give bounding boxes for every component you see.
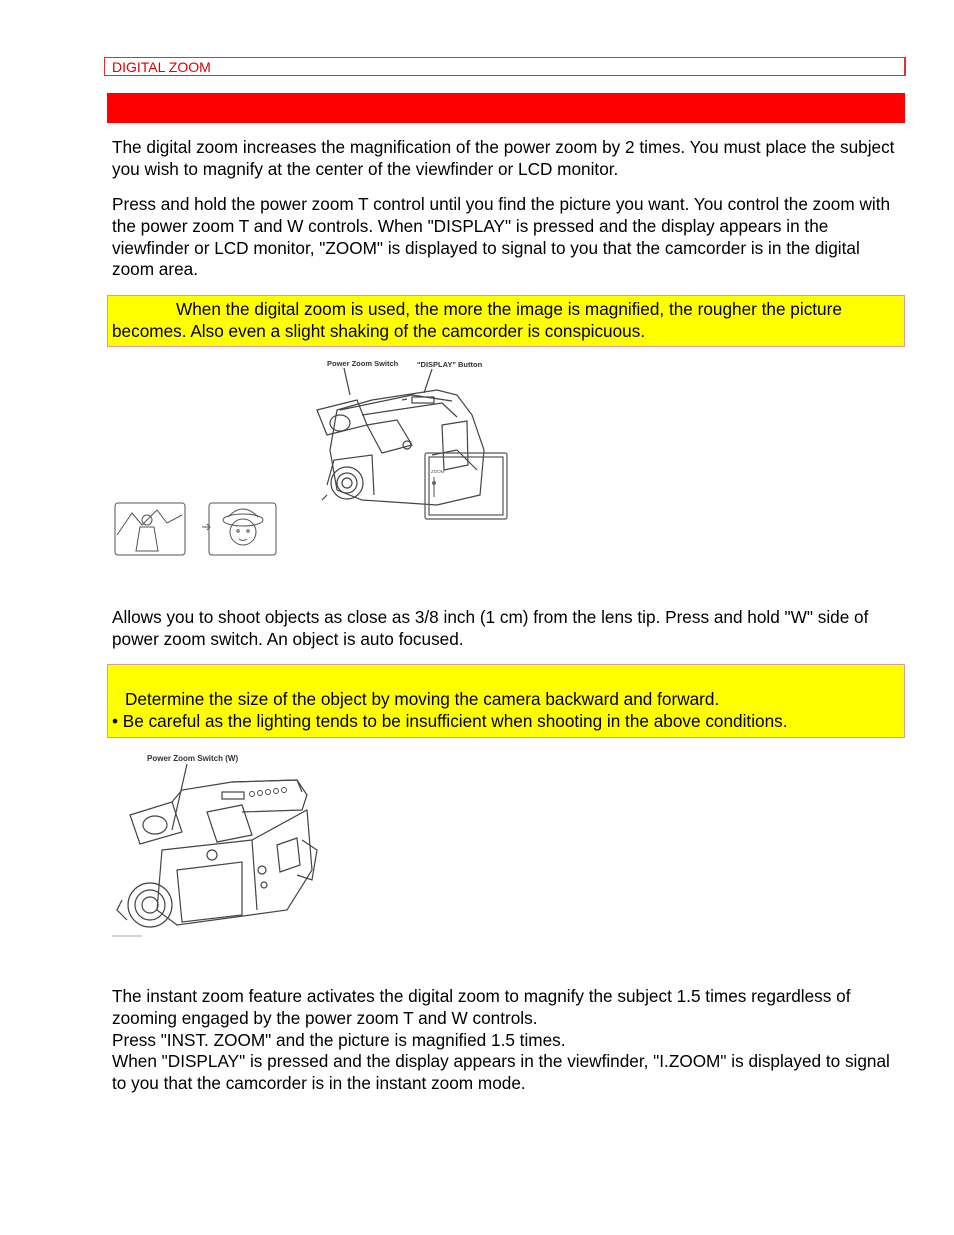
instant-zoom-line-3: When "DISPLAY" is pressed and the display appears in the viewfinder, "I.ZOOM" is displayed to signal to you that the camcorder is in the instant zoom mode. — [112, 1051, 890, 1094]
digital-zoom-paragraph-2: Press and hold the power zoom T control until you find the picture you want. You control the zoom with the power zoom T and W controls. When "DISPLAY" is pressed and the display appears in the viewfinder or LCD monitor, "ZOOM" is displayed to signal to you that the camcorder is in the digital zoom area. — [112, 194, 891, 280]
digital-zoom-note-text: When the digital zoom is used, the more the image is magnified, the rougher the picture becomes. Also even a slight shaking of the camcorder is conspicuous. — [112, 299, 842, 341]
section-banner — [107, 93, 905, 123]
digital-zoom-paragraph-1: The digital zoom increases the magnification of the power zoom by 2 times. You must place the subject you wish to magnify at the center of the viewfinder or LCD monitor. — [112, 137, 895, 179]
digital-zoom-note — [107, 295, 905, 347]
macro-note — [107, 664, 905, 738]
camcorder-drawing — [112, 355, 512, 560]
fig-screen-text: ZOOM — [431, 469, 445, 474]
instant-zoom-paragraph — [112, 986, 902, 1095]
page-header — [104, 57, 906, 76]
fig-label-power-zoom-switch: Power Zoom Switch — [327, 359, 399, 368]
fig-label-power-zoom-switch-w: Power Zoom Switch (W) — [147, 754, 239, 763]
camcorder-zoom-figure — [112, 750, 322, 940]
macro-note-line-1: Determine the size of the object by moving the camera backward and forward. — [125, 689, 720, 709]
camcorder-drawing-2 — [112, 750, 322, 940]
macro-paragraph: Allows you to shoot objects as close as 3/8 inch (1 cm) from the lens tip. Press and hold "W" side of power zoom switch. An object is auto focused. — [112, 607, 869, 649]
instant-zoom-line-1: The instant zoom feature activates the digital zoom to magnify the subject 1.5 times regardless of zooming engaged by the power zoom T and W controls. — [112, 986, 851, 1028]
fig-label-display-button: "DISPLAY" Button — [417, 360, 483, 369]
header-divider — [904, 57, 906, 76]
macro-note-line-2: • Be careful as the lighting tends to be insufficient when shooting in the above conditions. — [112, 710, 788, 731]
camcorder-display-figure — [112, 355, 512, 560]
header-title: DIGITAL ZOOM — [112, 59, 211, 75]
instant-zoom-line-2: Press "INST. ZOOM" and the picture is magnified 1.5 times. — [112, 1029, 566, 1050]
